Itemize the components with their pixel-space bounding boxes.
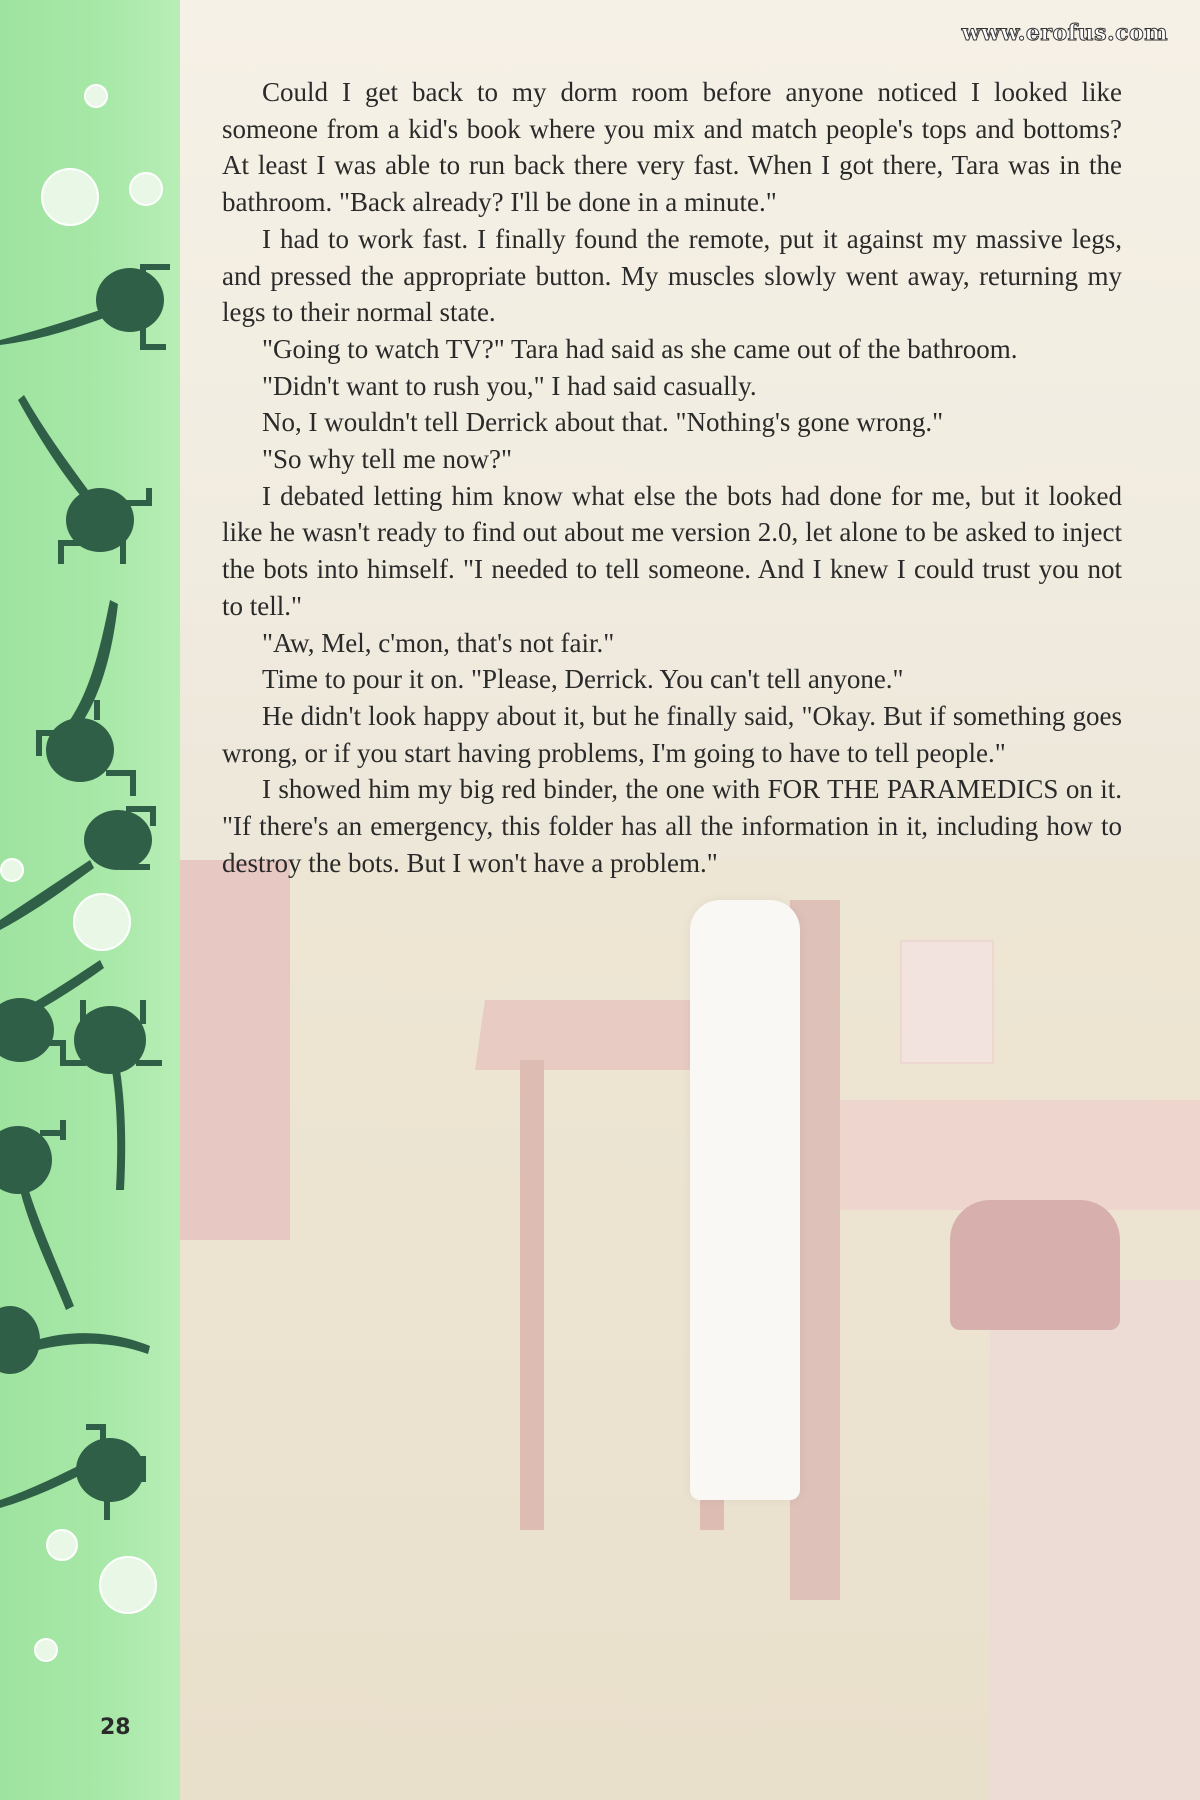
paragraph: "Aw, Mel, c'mon, that's not fair." xyxy=(262,627,615,658)
bubble-icon xyxy=(35,1639,57,1661)
lizard-icon xyxy=(18,395,152,564)
lizard-icon xyxy=(0,1306,150,1374)
sidebar-motif xyxy=(0,0,180,1800)
lizard-icon xyxy=(0,1120,74,1310)
story-text xyxy=(222,74,1122,881)
bubble-icon xyxy=(1,859,23,881)
watermark: www.erofus.com xyxy=(961,20,1168,46)
lizard-icon xyxy=(36,600,136,796)
paragraph: He didn't look happy about it, but he finally said, "Okay. But if something goes wrong, or if you start having problems, I'm going to have to tell people." xyxy=(222,700,1122,768)
paragraph: No, I wouldn't tell Derrick about that. "Nothing's gone wrong." xyxy=(262,407,944,438)
background-lab-coat xyxy=(690,900,800,1500)
bubble-icon xyxy=(130,173,162,205)
bubble-icon xyxy=(74,894,130,950)
background-counter xyxy=(180,860,290,1240)
lizard-icon xyxy=(60,1000,162,1190)
paragraph: I debated letting him know what else the bots had done for me, but it looked like he wasn't ready to find out about me version 2.0, let alone to be asked to inject the bots into himself. "I needed to tell someone. And I knew I could trust you not to tell." xyxy=(222,480,1122,621)
bubble-icon xyxy=(42,169,98,225)
paragraph: "So why tell me now?" xyxy=(262,444,513,475)
lizard-icon xyxy=(0,1424,146,1520)
background-chair xyxy=(950,1200,1120,1330)
background-cabinet xyxy=(990,1280,1200,1800)
paragraph: Time to pour it on. "Please, Derrick. You can't tell anyone." xyxy=(262,664,904,695)
decorative-sidebar xyxy=(0,0,180,1800)
bubble-icon xyxy=(47,1530,77,1560)
background-right-counter xyxy=(840,1100,1200,1210)
lizard-icon xyxy=(0,264,170,350)
bubble-icon xyxy=(100,1557,156,1613)
paragraph: Could I get back to my dorm room before anyone noticed I looked like someone from a kid's book where you mix and match people's tops and bottoms? At least I was able to run back there very fast. When I got there, Tara was in the bathroom. "Back already? I'll be done in a minute." xyxy=(222,77,1122,218)
bubble-icon xyxy=(85,85,107,107)
background-poster xyxy=(900,940,994,1064)
paragraph: "Didn't want to rush you," I had said casually. xyxy=(262,370,757,401)
paragraph: I had to work fast. I finally found the remote, put it against my massive legs, and pressed the appropriate button. My muscles slowly went away, returning my legs to their normal state. xyxy=(222,223,1122,328)
background-desk-leg xyxy=(520,1060,544,1530)
lizard-icons xyxy=(0,264,170,1520)
page-number: 28 xyxy=(100,1715,131,1740)
paragraph: I showed him my big red binder, the one with FOR THE PARAMEDICS on it. "If there's an emergency, this folder has all the information in it, including how to destroy the bots. But I won't have a problem." xyxy=(222,774,1122,878)
paragraph: "Going to watch TV?" Tara had said as she came out of the bathroom. xyxy=(262,333,1018,364)
